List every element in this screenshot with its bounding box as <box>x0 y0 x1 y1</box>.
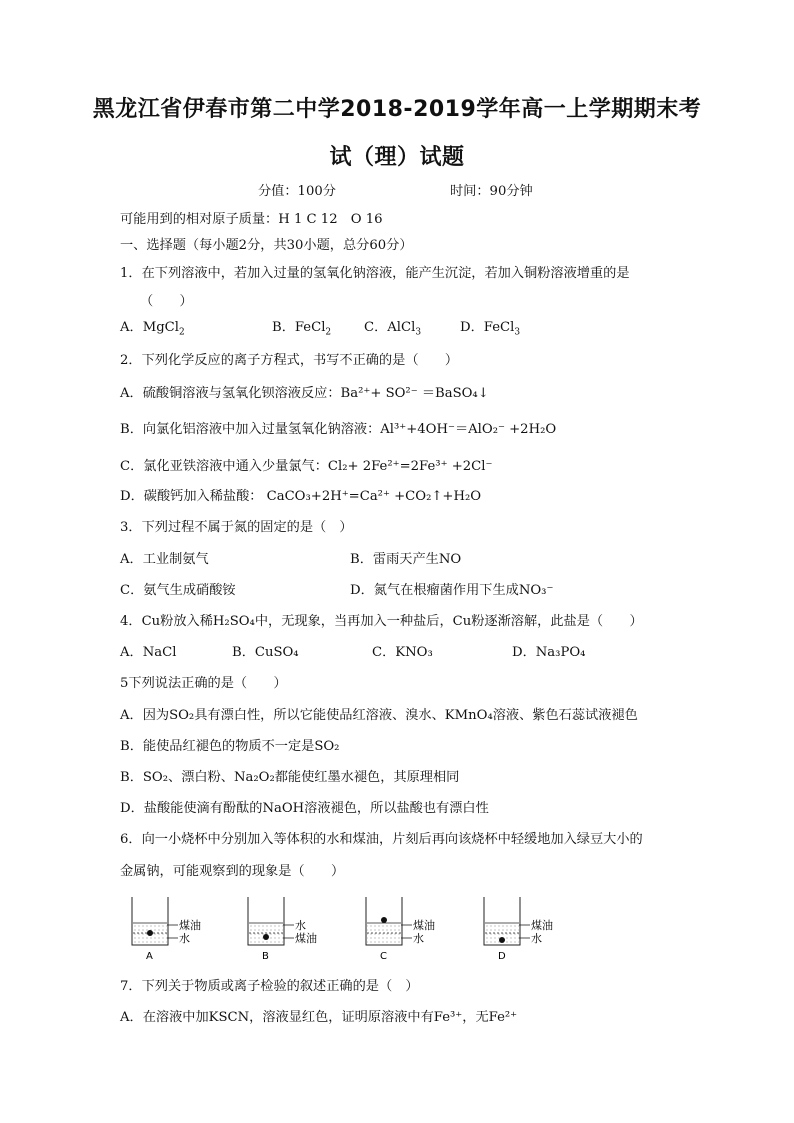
beaker-b-bottom-label: 煤油 <box>295 932 317 945</box>
q2-option-c: C．氯化亚铁溶液中通入少量氯气：Cl₂+ 2Fe²⁺=2Fe³⁺ +2Cl⁻ <box>120 459 493 474</box>
q3-option-d: D．氮气在根瘤菌作用下生成NO₃⁻ <box>350 583 554 598</box>
q4-option-a: A．NaCl <box>120 645 177 660</box>
atomic-mass-info: 可能用到的相对原子质量：H 1 C 12 O 16 <box>120 212 383 227</box>
time-info: 时间：90分钟 <box>450 184 533 199</box>
beaker-c-top-label: 煤油 <box>413 919 435 932</box>
beaker-a-bottom-label: 水 <box>179 932 190 945</box>
beaker-a-top-label: 煤油 <box>179 919 201 932</box>
beaker-d-bottom-label: 水 <box>531 932 542 945</box>
q3-option-a: A．工业制氨气 <box>120 552 209 567</box>
q5-option-d: D．盐酸能使滴有酚酞的NaOH溶液褪色，所以盐酸也有漂白性 <box>120 801 489 816</box>
q5-option-b: B．能使品红褪色的物质不一定是SO₂ <box>120 739 340 754</box>
beaker-d-letter: D <box>498 951 506 962</box>
question-3-stem: 3．下列过程不属于氮的固定的是（ ） <box>120 520 353 535</box>
q4-option-b: B．CuSO₄ <box>232 645 299 660</box>
q2-option-a: A．硫酸铜溶液与氢氧化钡溶液反应：Ba²⁺+ SO²⁻ ＝BaSO₄↓ <box>120 386 489 401</box>
q2-option-d: D．碳酸钙加入稀盐酸： CaCO₃+2H⁺=Ca²⁺ +CO₂↑+H₂O <box>120 489 482 504</box>
question-1-paren: （ ） <box>140 294 193 309</box>
beaker-a <box>132 897 201 962</box>
beaker-c-bottom-label: 水 <box>413 932 424 945</box>
exam-title-line1: 黑龙江省伊春市第二中学2018-2019学年高一上学期期末考 <box>92 97 702 122</box>
beaker-b-top-label: 水 <box>295 919 306 932</box>
beaker-d <box>484 897 553 962</box>
beaker-b <box>248 897 317 962</box>
sodium-dot-a <box>147 930 153 936</box>
question-2-stem: 2．下列化学反应的离子方程式，书写不正确的是（ ） <box>120 353 459 368</box>
q1-option-d: D．FeCl$_3$ <box>460 320 521 338</box>
beaker-c-letter: C <box>380 951 387 962</box>
q4-option-d: D．Na₃PO₄ <box>512 645 586 660</box>
q1-option-b: B．FeCl$_2$ <box>272 320 332 338</box>
question-7-stem: 7．下列关于物质或离子检验的叙述正确的是（ ） <box>120 979 419 994</box>
question-6-stem-line1: 6．向一小烧杯中分别加入等体积的水和煤油，片刻后再向该烧杯中轻缓地加入绿豆大小的 <box>120 832 643 847</box>
q4-option-c: C．KNO₃ <box>372 645 433 660</box>
q5-option-a: A．因为SO₂具有漂白性，所以它能使品红溶液、溴水、KMnO₄溶液、紫色石蕊试液褪色 <box>120 708 638 723</box>
q5-option-c: B．SO₂、漂白粉、Na₂O₂都能使红墨水褪色，其原理相同 <box>120 770 460 785</box>
question-1-stem: 1．在下列溶液中，若加入过量的氢氧化钠溶液，能产生沉淀，若加入铜粉溶液增重的是 <box>120 266 630 281</box>
q3-option-c: C．氨气生成硝酸铵 <box>120 583 236 598</box>
score-info: 分值：100分 <box>258 184 336 199</box>
question-4-stem: 4．Cu粉放入稀H₂SO₄中，无现象，当再加入一种盐后，Cu粉逐渐溶解，此盐是（ ） <box>120 614 643 629</box>
exam-title-line2: 试（理）试题 <box>329 145 465 170</box>
sodium-dot-b <box>263 934 269 940</box>
beaker-figure <box>126 893 566 963</box>
q1-option-a: A．MgCl$_2$ <box>120 320 185 338</box>
section-heading: 一、选择题（每小题2分，共30小题，总分60分） <box>120 238 413 253</box>
q2-option-b: B．向氯化铝溶液中加入过量氢氧化钠溶液：Al³⁺+4OH⁻＝AlO₂⁻ +2H₂O <box>120 422 557 437</box>
beaker-a-letter: A <box>146 951 153 962</box>
sodium-dot-c <box>381 917 387 923</box>
question-6-stem-line2: 金属钠，可能观察到的现象是（ ） <box>120 864 345 879</box>
q3-option-b: B．雷雨天产生NO <box>350 552 462 567</box>
q1-option-c: C．AlCl$_3$ <box>364 320 422 338</box>
beaker-d-top-label: 煤油 <box>531 919 553 932</box>
q7-option-a: A．在溶液中加KSCN，溶液显红色，证明原溶液中有Fe³⁺，无Fe²⁺ <box>120 1010 518 1025</box>
beaker-b-letter: B <box>262 951 269 962</box>
beaker-c <box>366 897 435 962</box>
sodium-dot-d <box>499 937 505 943</box>
question-5-stem: 5下列说法正确的是（ ） <box>120 676 287 691</box>
